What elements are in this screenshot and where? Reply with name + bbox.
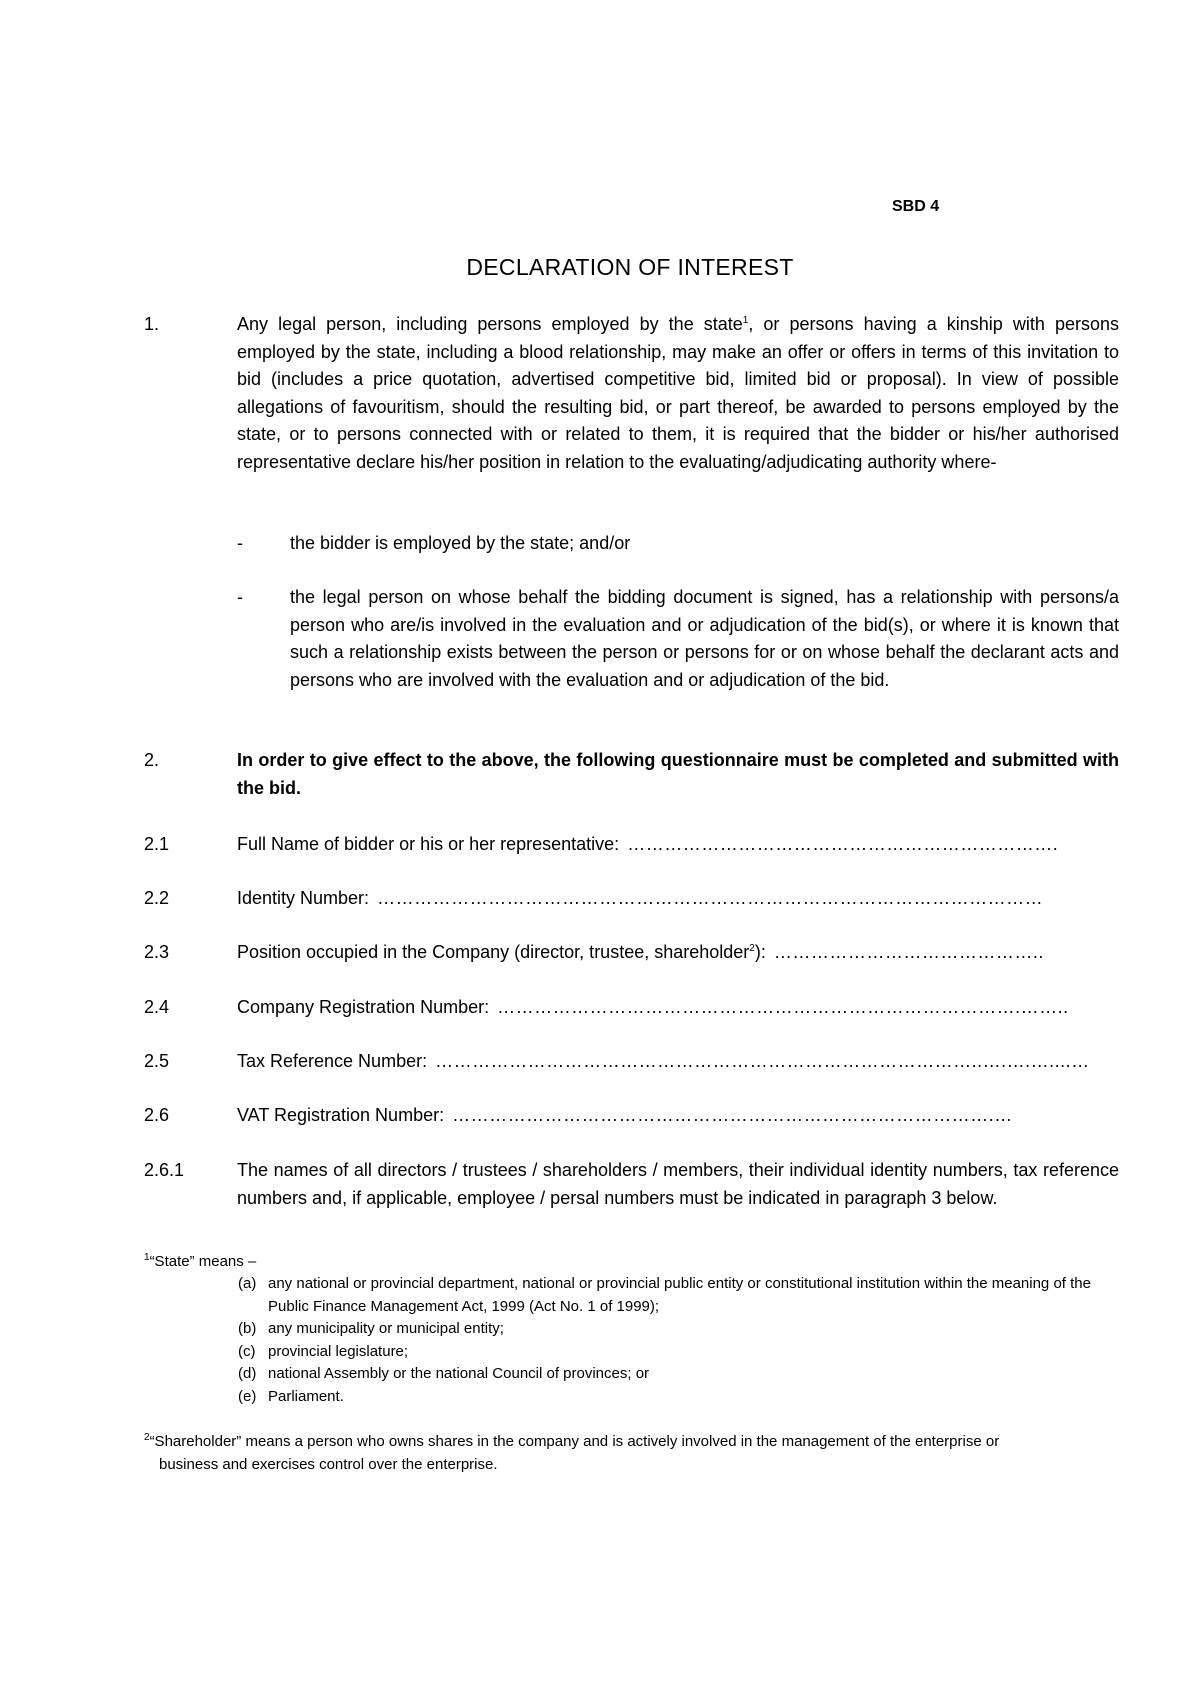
section-2-6-1-text: The names of all directors / trustees / shareholders / members, their individual identity numbers, tax reference numbers and, if applicable, employee / persal numbers must be indicated in paragraph 3 below. — [237, 1160, 1119, 1208]
footnote-ref-2: 2 — [749, 943, 755, 954]
section-2-number: 2. — [144, 750, 160, 770]
field-number: 2.4 — [144, 997, 170, 1017]
list-item — [238, 1318, 1119, 1341]
section-2-6-1 — [0, 1157, 1200, 1241]
list-item-text: any national or provincial department, national or provincial public entity or constitutional institution within the meaning of the Public Finance Management Act, 1999 (Act No. 1 of 1999); — [268, 1275, 1091, 1315]
list-item — [238, 1341, 1119, 1364]
footnote-1-list — [238, 1273, 1119, 1408]
identity-number-field[interactable]: ……………………………………………………………………………………………… — [377, 888, 1044, 908]
tax-reference-field[interactable]: ……………………………………………………………………………..….….…....… — [435, 1051, 1090, 1071]
section-2-6-1-number: 2.6.1 — [144, 1160, 185, 1180]
footnote-2 — [144, 1431, 1119, 1476]
list-item-letter: (e) — [238, 1387, 257, 1405]
vat-registration-field[interactable]: …………………………………………………………………………….… — [452, 1105, 1013, 1125]
form-code: SBD 4 — [892, 198, 940, 215]
field-position — [0, 939, 1200, 967]
footnote-1-marker: 1 — [144, 1252, 150, 1263]
field-number: 2.1 — [144, 834, 170, 854]
field-label: Identity Number: — [237, 888, 370, 908]
field-number: 2.5 — [144, 1051, 170, 1071]
full-name-field[interactable]: ……………………………………………………………. — [627, 834, 1059, 854]
field-company-registration — [0, 994, 1200, 1022]
list-item-letter: (a) — [238, 1275, 257, 1292]
field-tax-reference — [0, 1048, 1200, 1076]
section-2 — [0, 747, 1200, 807]
field-number: 2.3 — [144, 942, 170, 962]
list-item-text: provincial legislature; — [268, 1342, 409, 1360]
list-item-text: any municipality or municipal entity; — [268, 1320, 504, 1337]
list-item-text: Parliament. — [268, 1387, 344, 1405]
list-item — [238, 1273, 1119, 1318]
footnote-2-marker: 2 — [144, 1432, 150, 1443]
field-label: Company Registration Number: — [237, 997, 490, 1017]
list-item — [238, 1386, 1119, 1409]
list-item-text: national Assembly or the national Council of provinces; or — [268, 1365, 650, 1382]
field-label: Full Name of bidder or his or her representative: — [237, 834, 620, 854]
field-label: VAT Registration Number: — [237, 1105, 445, 1125]
field-full-name — [0, 831, 1200, 859]
field-label-part2: ): — [754, 942, 766, 962]
section-1-text-part2: , or persons having a kinship with persons employed by the state, including a blood relationship, may make an offer or offers in terms of this invitation to bid (includes a price quotation, advertised competitive bid, limited bid or proposal). In view of possible allegations of favouritism, should the resulting bid, or part thereof, be awarded to persons employed by the state, or to persons connected with or related to them, it is required that the bidder or his/her authorised representative declare his/her position in relation to the evaluating/adjudicating authority where- — [237, 314, 1119, 472]
footnote-2-line1: “Shareholder” means a person who owns shares in the company and is actively involved in the management of the enterprise or — [149, 1433, 1000, 1450]
list-item-letter: (b) — [238, 1320, 257, 1337]
section-1 — [0, 311, 1200, 731]
footnote-ref-1: 1 — [742, 315, 749, 326]
bullet-marker: - — [237, 533, 243, 553]
bullet-text: the legal person on whose behalf the bidding document is signed, has a relationship with persons/a person who are/is involved in the evaluation and or adjudication of the bid(s), or where it is known that such a relationship exists between the person or persons for or on whose behalf the declarant acts and persons who are involved with the evaluation and or adjudication of the bid. — [290, 587, 1119, 690]
bullet-marker: - — [237, 587, 243, 607]
footnote-2-line2: business and exercises control over the enterprise. — [159, 1455, 498, 1473]
bullet-text: the bidder is employed by the state; and/or — [290, 533, 631, 553]
footnote-1-head — [144, 1251, 256, 1274]
footnote-1-head-text: “State” means – — [149, 1253, 257, 1270]
page-title: DECLARATION OF INTEREST — [466, 254, 794, 280]
field-vat-registration — [0, 1102, 1200, 1130]
section-1-text — [237, 311, 1119, 476]
field-label — [237, 939, 766, 967]
field-label: Tax Reference Number: — [237, 1051, 428, 1071]
company-registration-field[interactable]: ………………………………………………………………………….…….. — [497, 997, 1069, 1017]
section-1-text-part1: Any legal person, including persons employed by the state — [237, 314, 743, 334]
section-1-number: 1. — [144, 314, 160, 334]
list-item-letter: (d) — [238, 1365, 257, 1382]
field-label-part1: Position occupied in the Company (director, trustee, shareholder — [237, 942, 750, 962]
section-2-text: In order to give effect to the above, the following questionnaire must be completed and submitted with the bid. — [237, 750, 1119, 798]
field-identity-number — [0, 885, 1200, 913]
list-item — [238, 1363, 1119, 1386]
field-number: 2.6 — [144, 1105, 170, 1125]
position-field[interactable]: …………………………………….. — [773, 942, 1044, 962]
list-item-letter: (c) — [238, 1342, 256, 1360]
field-number: 2.2 — [144, 888, 170, 908]
